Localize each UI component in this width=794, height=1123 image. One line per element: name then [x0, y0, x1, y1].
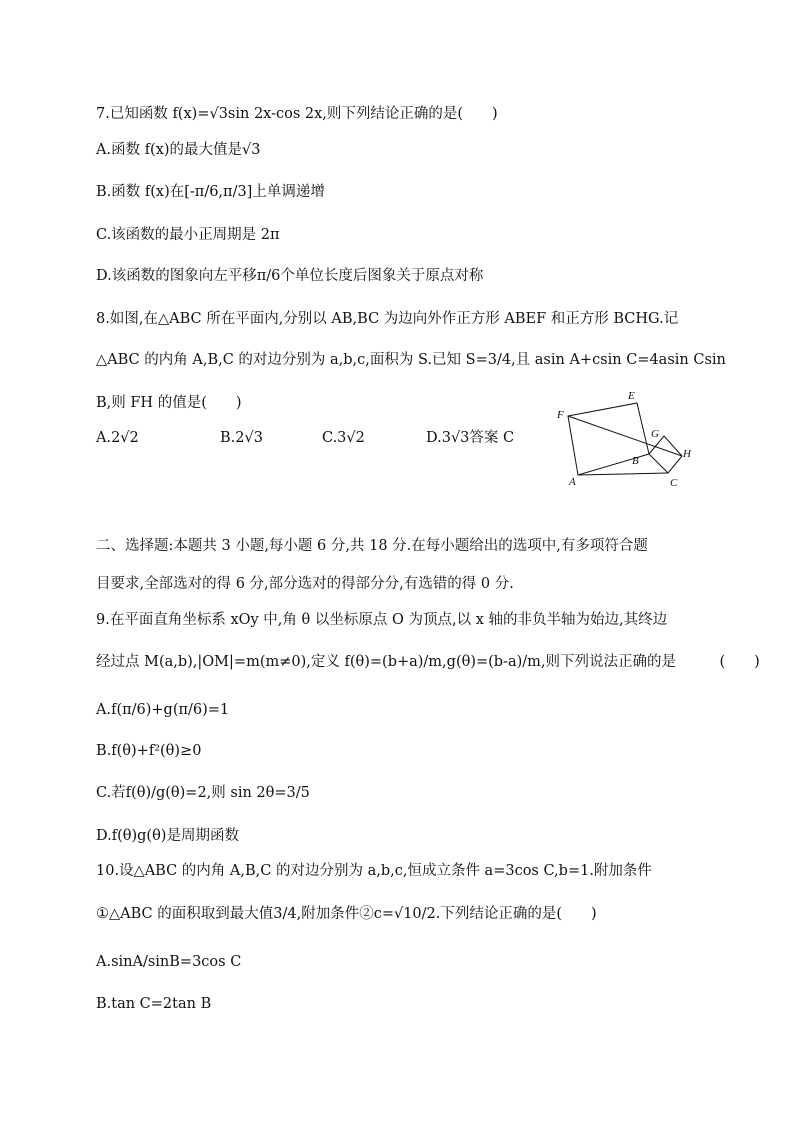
label-g: G — [651, 428, 659, 440]
squares-figure — [552, 386, 702, 494]
q7-option-b: B.函数 f(x)在[-π/6,π/3]上单调递增 — [96, 184, 325, 200]
q8-option-a: A.2√2 — [96, 430, 139, 446]
q7-stem: 7.已知函数 f(x)=√3sin 2x-cos 2x,则下列结论正确的是( ) — [96, 106, 498, 122]
q10-option-a: A.sinA/sinB=3cos C — [96, 954, 242, 970]
q8-stem-line-3: B,则 FH 的值是( ) — [96, 395, 242, 411]
q8-option-c: C.3√2 — [322, 430, 365, 446]
q7-option-c: C.该函数的最小正周期是 2π — [96, 227, 280, 243]
q9-option-c: C.若f(θ)/g(θ)=2,则 sin 2θ=3/5 — [96, 785, 310, 801]
q10-stem-line-1: 10.设△ABC 的内角 A,B,C 的对边分别为 a,b,c,恒成立条件 a=3cos C,b=1.附加条件 — [96, 863, 652, 879]
label-a: A — [569, 476, 576, 488]
section-2-heading-line-2: 目要求,全部选对的得 6 分,部分选对的得部分分,有选错的得 0 分. — [96, 576, 514, 592]
q7-option-d: D.该函数的图象向左平移π/6个单位长度后图象关于原点对称 — [96, 268, 484, 284]
label-h: H — [683, 448, 691, 460]
q8-stem-line-2: △ABC 的内角 A,B,C 的对边分别为 a,b,c,面积为 S.已知 S=3/4,且 asin A+csin C=4asin Csin — [96, 352, 726, 368]
label-c: C — [670, 477, 678, 489]
q10-stem-line-2: ①△ABC 的面积取到最大值3/4,附加条件②c=√10/2.下列结论正确的是( ) — [96, 906, 597, 922]
q7-option-a: A.函数 f(x)的最大值是√3 — [96, 142, 261, 158]
segment-fh — [568, 416, 682, 456]
segment-ac — [578, 473, 668, 475]
q8-stem-line-1: 8.如图,在△ABC 所在平面内,分别以 AB,BC 为边向外作正方形 ABEF 和正方形 BCHG.记 — [96, 311, 679, 327]
q8-option-b: B.2√3 — [220, 430, 263, 446]
label-e: E — [628, 390, 635, 402]
q9-option-a: A.f(π/6)+g(π/6)=1 — [96, 702, 230, 718]
label-f: F — [557, 409, 564, 421]
q10-option-b: B.tan C=2tan B — [96, 996, 212, 1012]
q9-option-b: B.f(θ)+f²(θ)≥0 — [96, 743, 202, 759]
q9-stem-line-2: 经过点 M(a,b),|OM|=m(m≠0),定义 f(θ)=(b+a)/m,g(θ)=(b-a)/m,则下列说法正确的是 ( ) — [96, 654, 760, 670]
q8-option-d: D.3√3答案 C — [426, 430, 515, 446]
q9-stem-line-1: 9.在平面直角坐标系 xOy 中,角 θ 以坐标原点 O 为顶点,以 x 轴的非负半轴为始边,其终边 — [96, 612, 668, 628]
section-2-heading-line-1: 二、选择题:本题共 3 小题,每小题 6 分,共 18 分.在每小题给出的选项中,有多项符合题 — [96, 538, 648, 554]
label-b: B — [632, 455, 639, 467]
q9-option-d: D.f(θ)g(θ)是周期函数 — [96, 828, 239, 844]
